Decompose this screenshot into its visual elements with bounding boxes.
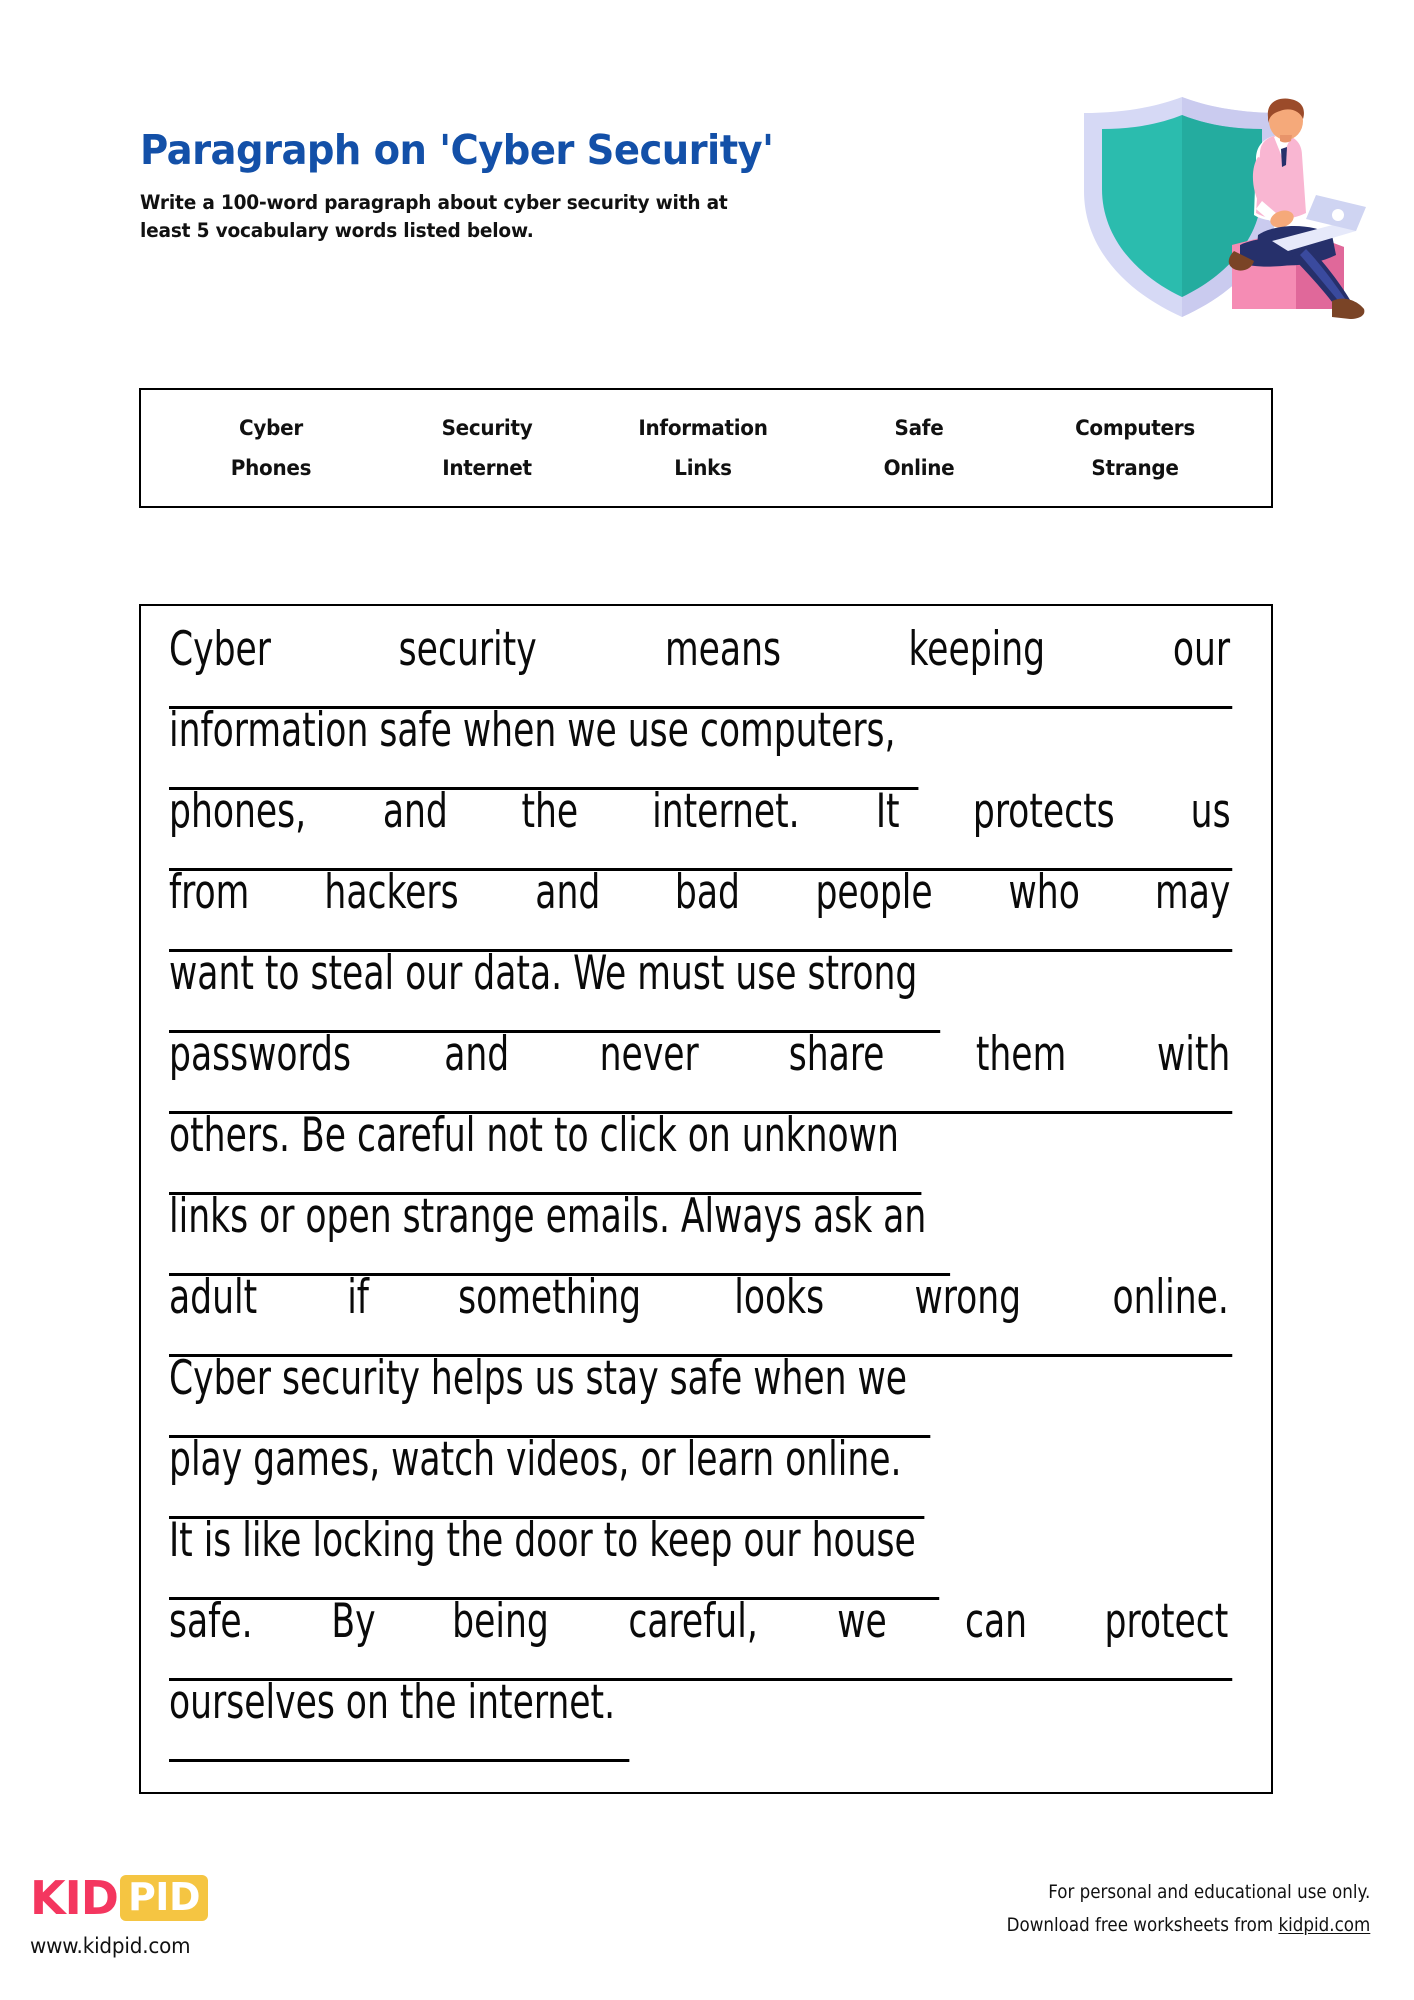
paragraph-word: safe. bbox=[169, 1594, 253, 1649]
paragraph-word: It bbox=[876, 784, 901, 839]
vocab-row bbox=[141, 456, 1271, 480]
shield-with-person-illustration bbox=[1044, 95, 1394, 320]
paragraph-word: Cyber security helps us stay safe when we bbox=[169, 1351, 908, 1406]
vocab-row bbox=[141, 416, 1271, 440]
paragraph-line-underline bbox=[169, 1675, 629, 1762]
paragraph-word: By bbox=[331, 1594, 376, 1649]
paragraph-word: may bbox=[1154, 865, 1230, 920]
paragraph-word: us bbox=[1191, 784, 1231, 839]
paragraph-word: and bbox=[382, 784, 448, 839]
logo-website-url: www.kidpid.com bbox=[30, 1934, 191, 1958]
logo-mark bbox=[30, 1869, 260, 1927]
paragraph-word: and bbox=[535, 865, 601, 920]
logo-pid-text: PID bbox=[127, 1875, 200, 1919]
paragraph-word: information safe when we use computers, bbox=[169, 703, 896, 758]
paragraph-word: protects bbox=[972, 784, 1115, 839]
footer-note-line-1: For personal and educational use only. bbox=[1047, 1880, 1370, 1903]
vocab-word: Links bbox=[674, 456, 732, 480]
vocab-word: Online bbox=[883, 456, 955, 480]
kidpid-link[interactable]: kidpid.com bbox=[1278, 1913, 1370, 1936]
vocab-word: Information bbox=[638, 416, 768, 440]
vocab-word: Security bbox=[441, 416, 533, 440]
paragraph-word: share bbox=[789, 1027, 885, 1082]
paragraph-word: keeping bbox=[908, 622, 1045, 677]
paragraph-word: want to steal our data. We must use strong bbox=[169, 946, 918, 1001]
paragraph-word: phones, bbox=[169, 784, 307, 839]
vocab-word: Safe bbox=[894, 416, 944, 440]
paragraph-word: something bbox=[457, 1270, 641, 1325]
logo-pid-badge bbox=[120, 1875, 208, 1921]
paragraph-word: if bbox=[347, 1270, 370, 1325]
vocab-word: Cyber bbox=[239, 416, 303, 440]
paragraph-word: It is like locking the door to keep our house bbox=[169, 1513, 916, 1568]
page-title: Paragraph on 'Cyber Security' bbox=[140, 126, 774, 174]
footer-note-line-2 bbox=[1006, 1909, 1370, 1942]
paragraph-word: them bbox=[975, 1027, 1067, 1082]
paragraph-word: adult bbox=[169, 1270, 258, 1325]
paragraph-word: online. bbox=[1112, 1270, 1229, 1325]
paragraph-word: means bbox=[664, 622, 781, 677]
logo-kid-text: KID bbox=[30, 1871, 118, 1925]
paragraph-word: people bbox=[814, 865, 933, 920]
paragraph-answer-area[interactable] bbox=[139, 604, 1273, 1794]
paragraph-word: from bbox=[169, 865, 250, 920]
paragraph-word: passwords bbox=[169, 1027, 352, 1082]
paragraph-line bbox=[169, 1675, 1232, 1762]
paragraph-word: looks bbox=[734, 1270, 825, 1325]
vocab-word: Internet bbox=[442, 456, 532, 480]
paragraph-word: wrong bbox=[914, 1270, 1022, 1325]
paragraph-line bbox=[169, 1189, 1232, 1276]
paragraph-word: we bbox=[837, 1594, 888, 1649]
vocab-word: Computers bbox=[1075, 416, 1195, 440]
paragraph-word: bad bbox=[675, 865, 741, 920]
paragraph-word: protect bbox=[1104, 1594, 1229, 1649]
kidpid-logo bbox=[30, 1869, 260, 1958]
paragraph-word: security bbox=[398, 622, 537, 677]
footer-usage-note bbox=[1006, 1876, 1370, 1943]
paragraph-word: Cyber bbox=[169, 622, 272, 677]
paragraph-word: hackers bbox=[324, 865, 459, 920]
paragraph-word: the bbox=[521, 784, 579, 839]
footer-note-prefix: Download free worksheets from bbox=[1006, 1913, 1279, 1936]
paragraph-word: with bbox=[1156, 1027, 1230, 1082]
vocabulary-word-bank bbox=[139, 388, 1273, 508]
paragraph-word: internet. bbox=[652, 784, 800, 839]
paragraph-word: careful, bbox=[628, 1594, 758, 1649]
paragraph-word: others. Be careful not to click on unknown bbox=[169, 1108, 899, 1163]
paragraph-word: being bbox=[452, 1594, 550, 1649]
paragraph-word: our bbox=[1173, 622, 1231, 677]
worksheet-header bbox=[140, 126, 940, 246]
paragraph-word: can bbox=[964, 1594, 1027, 1649]
vocab-word: Phones bbox=[230, 456, 312, 480]
paragraph-word: and bbox=[444, 1027, 510, 1082]
paragraph-word: play games, watch videos, or learn online. bbox=[169, 1432, 902, 1487]
paragraph-word: links or open strange emails. Always ask an bbox=[169, 1189, 927, 1244]
instructions-text: Write a 100-word paragraph about cyber security with at least 5 vocabulary words listed below. bbox=[140, 191, 728, 243]
vocab-word: Strange bbox=[1091, 456, 1179, 480]
paragraph-word: ourselves on the internet. bbox=[169, 1675, 616, 1730]
paragraph-line-underline bbox=[169, 1513, 939, 1600]
paragraph-word: never bbox=[599, 1027, 699, 1082]
paragraph-word: who bbox=[1008, 865, 1080, 920]
